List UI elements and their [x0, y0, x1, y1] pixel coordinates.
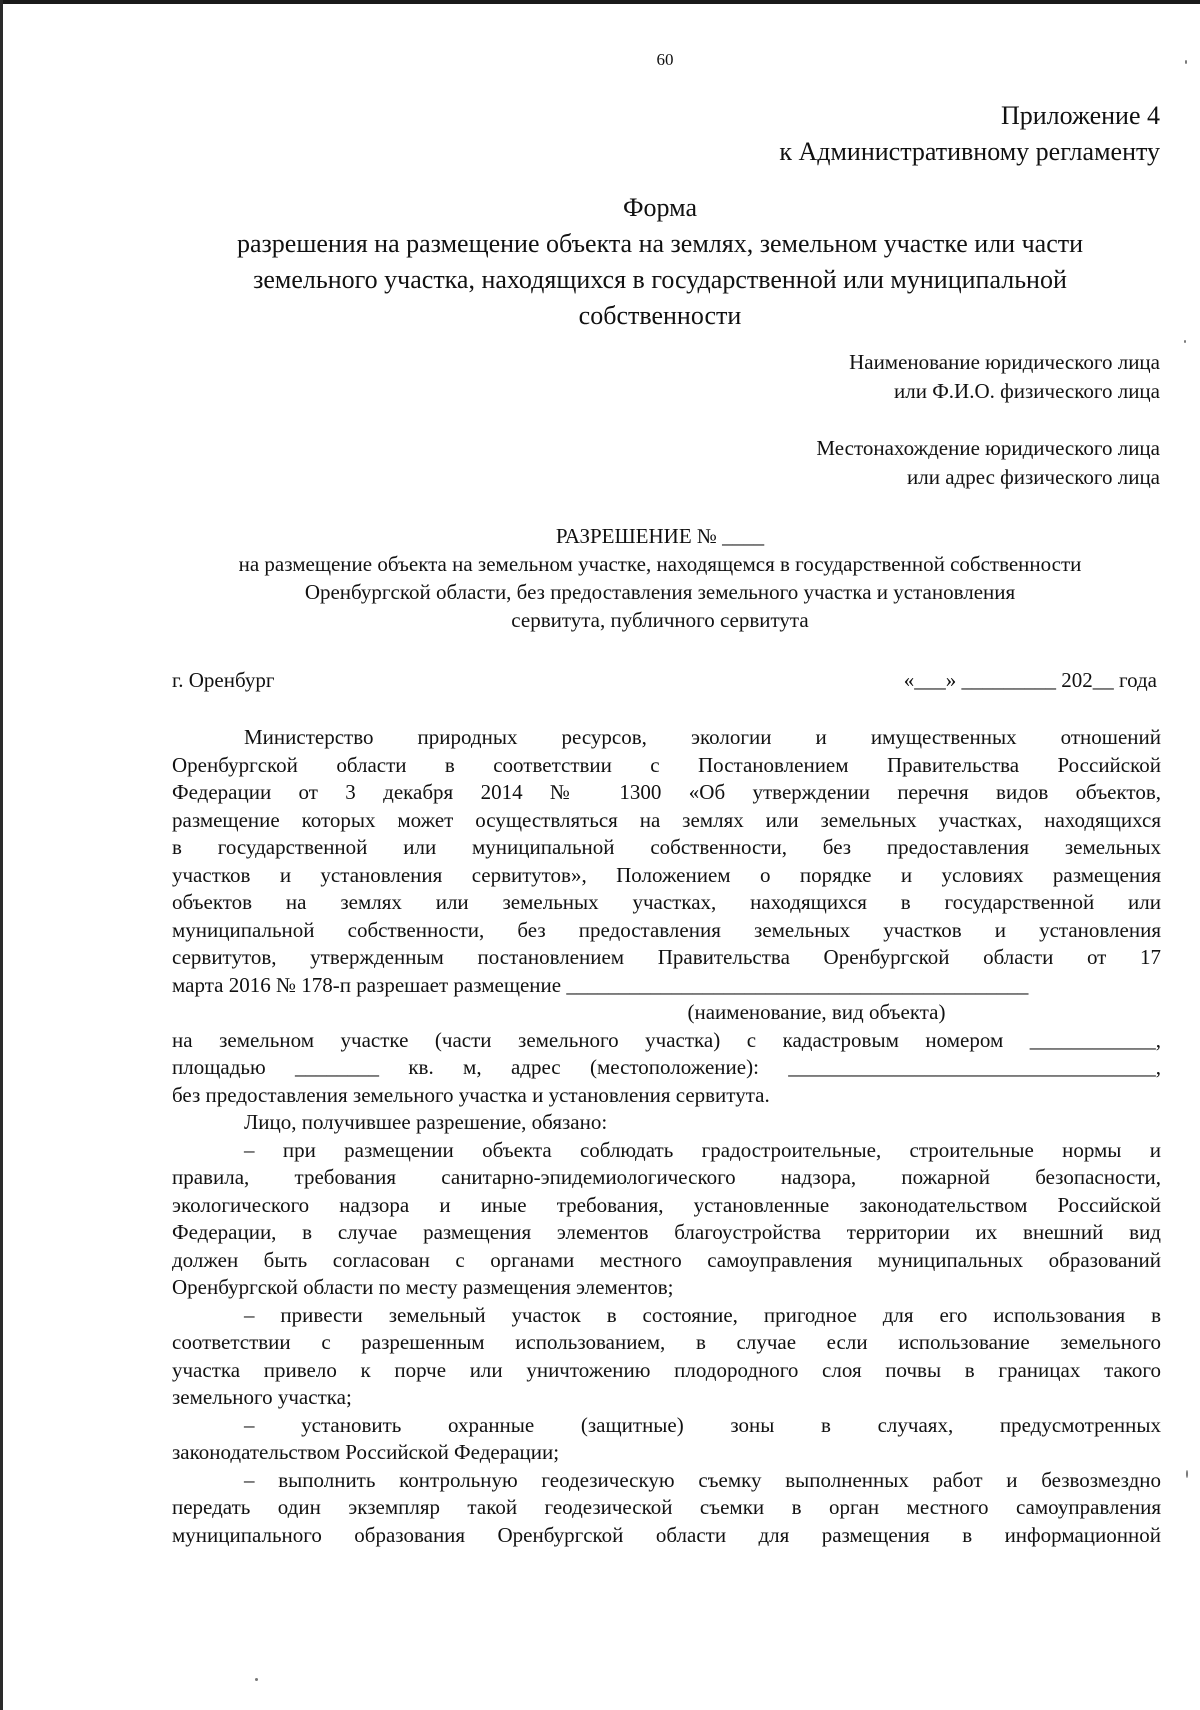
permit-subtitle-line: сервитута, публичного сервитута	[511, 608, 809, 632]
permit-body	[172, 724, 1161, 1549]
addressee-line: Местонахождение юридического лица	[816, 436, 1160, 460]
permit-heading: РАЗРЕШЕНИЕ № ____	[555, 524, 765, 548]
body-line: в государственной или муниципальной собственности, без предоставления земельных	[172, 835, 1161, 859]
form-title-line: разрешения на размещение объекта на землях, земельном участке или части	[236, 229, 1084, 258]
form-title	[180, 190, 1140, 334]
body-line: участков и установления сервитутов», Положением о порядке и условиях размещения	[172, 862, 1161, 887]
annex-line: Приложение 4	[1000, 101, 1160, 130]
addressee-location	[816, 434, 1160, 492]
scan-edge	[0, 0, 3, 1710]
body-line: без предоставления земельного участка и установления сервитута.	[172, 1082, 770, 1107]
body-line: – при размещении объекта соблюдать градостроительные, строительные нормы и	[244, 1137, 1161, 1162]
addressee-line: или Ф.И.О. физического лица	[894, 379, 1160, 403]
addressee-line: Наименование юридического лица	[849, 350, 1160, 374]
annex-line: к Административному регламенту	[779, 137, 1160, 166]
body-line: сервитутов, утвержденным постановлением Правительства Оренбургской области от 17	[172, 945, 1161, 969]
page-number: 60	[656, 50, 674, 69]
object-caption: (наименование, вид объекта)	[687, 1000, 946, 1024]
scan-speck	[1186, 1470, 1188, 1478]
body-line: передать один экземпляр такой геодезической съемки в орган местного самоуправления	[172, 1495, 1161, 1519]
body-line: объектов на землях или земельных участках, находящихся в государственной или	[172, 890, 1161, 914]
permit-subtitle-line: на размещение объекта на земельном участке, находящемся в государственной собственности	[238, 552, 1082, 576]
body-line: Федерации от 3 декабря 2014 № 1300 «Об утверждении перечня видов объектов,	[172, 780, 1161, 804]
body-line: экологического надзора и иные требования, установленные законодательством Российской	[172, 1192, 1161, 1217]
body-line: земельного участка;	[172, 1385, 352, 1409]
addressee-name	[849, 348, 1160, 406]
body-line: на земельном участке (части земельного участка) с кадастровым номером ____________,	[172, 1027, 1161, 1052]
body-line: муниципальной собственности, без предоставления земельных участков и установления	[172, 917, 1161, 942]
body-line: Оренбургской области в соответствии с Постановлением Правительства Российской	[172, 752, 1161, 777]
body-line: Федерации, в случае размещения элементов благоустройства территории их внешний вид	[172, 1220, 1161, 1244]
body-line: законодательством Российской Федерации;	[172, 1440, 560, 1464]
body-line: соответствии с разрешенным использованием, в случае если использование земельного	[172, 1330, 1161, 1354]
body-line: правила, требования санитарно-эпидемиологического надзора, пожарной безопасности,	[172, 1165, 1161, 1189]
date-field: «___» _________ 202__ года	[903, 668, 1157, 692]
scan-speck	[255, 1678, 258, 1681]
body-line: участка привело к порче или уничтожению плодородного слоя почвы в границах такого	[172, 1357, 1161, 1382]
body-line: – привести земельный участок в состояние, пригодное для его использования в	[244, 1302, 1161, 1327]
body-line: размещение которых может осуществляться на землях или земельных участках, находящихся	[172, 807, 1161, 832]
body-line: муниципального образования Оренбургской области для размещения в информационной	[172, 1522, 1161, 1547]
body-line: Лицо, получившее разрешение, обязано:	[244, 1110, 608, 1134]
body-line: – выполнить контрольную геодезическую съемку выполненных работ и безвозмездно	[244, 1467, 1161, 1492]
body-line: Оренбургской области по месту размещения элементов;	[172, 1275, 674, 1299]
form-title-line: собственности	[578, 301, 742, 330]
place-date-row	[172, 666, 1157, 694]
body-line: Министерство природных ресурсов, экологии и имущественных отношений	[244, 725, 1161, 749]
city: г. Оренбург	[172, 668, 275, 692]
permit-subtitle-line: Оренбургской области, без предоставления земельного участка и установления	[304, 580, 1016, 604]
scan-edge	[0, 0, 1200, 4]
permit-heading-block	[165, 522, 1155, 634]
annex-header	[779, 98, 1160, 170]
scan-speck	[1184, 340, 1186, 343]
form-title-line: земельного участка, находящихся в государственной или муниципальной	[253, 265, 1067, 294]
addressee-line: или адрес физического лица	[907, 465, 1160, 489]
form-title-line: Форма	[623, 193, 697, 222]
body-line: должен быть согласован с органами местного самоуправления муниципальных образований	[172, 1247, 1161, 1272]
body-line: – установить охранные (защитные) зоны в случаях, предусмотренных	[244, 1412, 1161, 1437]
body-line: марта 2016 № 178-п разрешает размещение ____________________________________________	[172, 972, 1029, 997]
body-line: площадью ________ кв. м, адрес (местоположение): ___________________________________,	[172, 1055, 1161, 1079]
